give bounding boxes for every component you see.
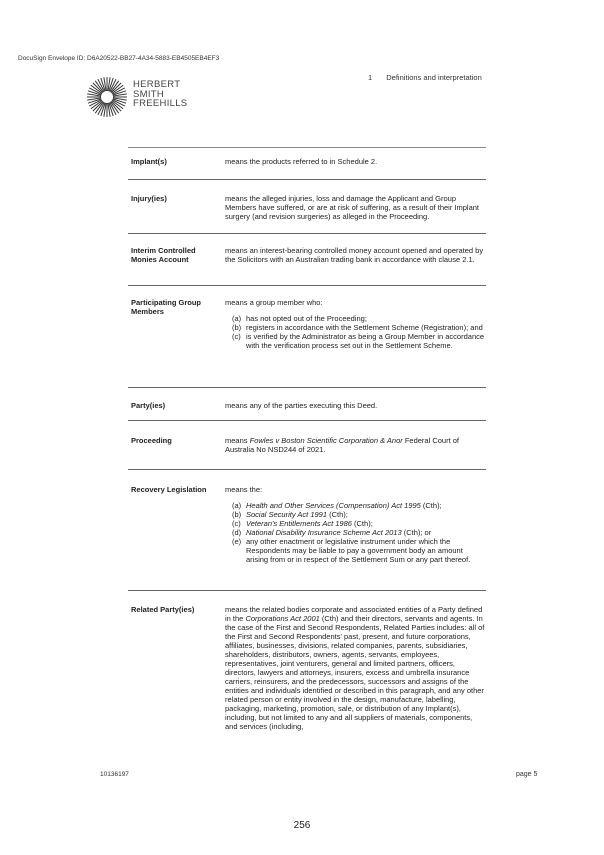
- definition-term: Recovery Legislation: [131, 485, 207, 494]
- definition-term: Party(ies): [131, 401, 166, 410]
- definition-meaning: means Fowles v Boston Scientific Corporation & Anor Federal Court of Australia No NSD244 of 2021.: [225, 436, 460, 454]
- definition-meaning: means an interest-bearing controlled money account opened and operated by the Solicitors with an Australian trading bank in accordance with clause 2.1.: [225, 246, 484, 264]
- list-item: (b) registers in accordance with the Settlement Scheme (Registration); and: [232, 323, 483, 332]
- list-item: (d) National Disability Insurance Scheme Act 2013 (Cth); or: [232, 528, 432, 537]
- list-item: (e) any other enactment or legislative instrument under which the Respondents may be liable to pay a government body an amount arising from or in respect of the Settlement Sum or any part thereof.: [232, 537, 471, 564]
- logo-line-2: SMITH: [133, 88, 165, 100]
- definitions-table: [128, 147, 486, 766]
- definition-term: Participating Group Members: [131, 298, 202, 316]
- definition-meaning: [225, 286, 486, 350]
- definition-row: [128, 180, 486, 234]
- section-number: 1: [368, 73, 373, 82]
- definition-sublist: [232, 314, 486, 350]
- definition-term: Injury(ies): [131, 194, 167, 203]
- definition-row: [128, 591, 486, 766]
- section-header: [368, 73, 482, 82]
- definition-meaning: means the related bodies corporate and associated entities of a Party defined in the Corporations Act 2001 (Cth) and their directors, servants and agents. In the case of the First and Second Respondents, Related Parties includes: all of the First and Second Respondents' past, present, and future corporations, affiliates, businesses, divisions, related companies, parents, subsidiaries, shareholders, distributors, owners, agents, servants, employees, representatives, joint venturers, general and limited partners, officers, directors, lawyers and attorneys, insurers, excess and umbrella insurance carriers, reinsurers, and the predecessors, successors and assigns of the entities and individuals identified or described in this paragraph, and any other related person or entity involved in the design, manufacture, labelling, packaging, marketing, promotion, sale, or distribution of any Implant(s), including, but not limited to any and all suppliers of materials, components, and services (including,: [225, 605, 485, 731]
- definition-meaning: means any of the parties executing this Deed.: [225, 401, 378, 410]
- herbert-smith-freehills-logo: [86, 76, 187, 118]
- list-item: (a) has not opted out of the Proceeding;: [232, 314, 367, 323]
- document-reference: 10136197: [100, 771, 129, 778]
- definition-meaning: [225, 470, 486, 564]
- envelope-id: DocuSign Envelope ID: D6A20522-BB27-4A34-5883-EB4505EB4EF3: [18, 55, 220, 62]
- definition-meaning: means the alleged injuries, loss and damage the Applicant and Group Members have suffered, or are at risk of suffering, as a result of their Implant surgery (and revision surgeries) as alleged in the Proceeding.: [225, 194, 480, 221]
- definition-row: [128, 234, 486, 286]
- page-number: 256: [293, 820, 311, 831]
- definition-row: [128, 388, 486, 421]
- definition-term: Proceeding: [131, 436, 172, 445]
- definition-sublist: [232, 501, 486, 564]
- page-label: page 5: [516, 771, 538, 778]
- definition-term: Interim Controlled Monies Account: [131, 246, 196, 264]
- definition-meaning-intro: means the:: [225, 485, 263, 494]
- list-item: (c) Veteran's Entitlements Act 1986 (Cth);: [232, 519, 373, 528]
- list-item: (a) Health and Other Services (Compensation) Act 1995 (Cth);: [232, 501, 442, 510]
- logo-line-3: FREEHILLS: [133, 98, 188, 109]
- list-item: (b) Social Security Act 1991 (Cth);: [232, 510, 348, 519]
- section-title: Definitions and interpretation: [386, 73, 482, 82]
- definition-row: [128, 470, 486, 591]
- sunburst-logo-icon: [86, 76, 128, 118]
- list-item: (c) is verified by the Administrator as being a Group Member in accordance with the verification process set out in the Settlement Scheme.: [232, 332, 485, 350]
- definition-term: Related Party(ies): [131, 605, 195, 614]
- definition-term: Implant(s): [131, 157, 167, 166]
- definition-meaning: means the products referred to in Schedule 2.: [225, 157, 378, 166]
- definition-row: [128, 147, 486, 180]
- logo-line-1: HERBERT: [133, 79, 181, 90]
- definition-row: [128, 421, 486, 470]
- definition-meaning-intro: means a group member who:: [225, 298, 323, 307]
- definition-row: [128, 286, 486, 388]
